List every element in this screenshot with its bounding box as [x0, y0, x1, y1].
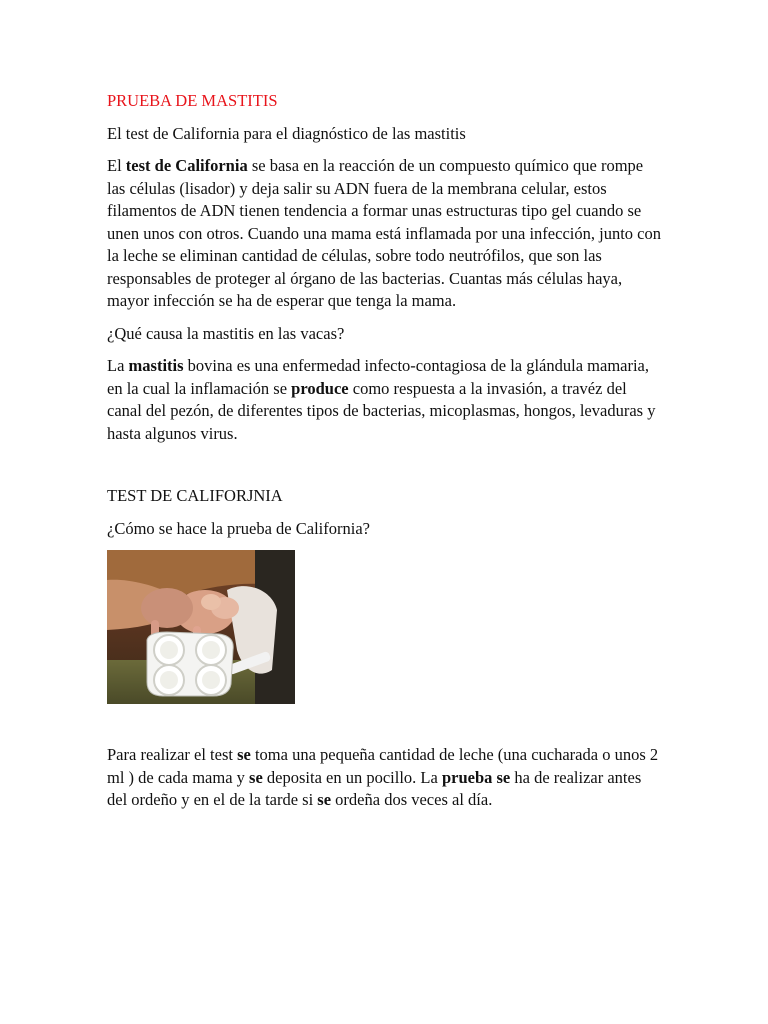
- bold-run: prueba se: [441, 767, 511, 787]
- subtitle-california-test: El test de California para el diagnóstico de las mastitis: [107, 123, 466, 143]
- text-run: ha de realizar antes del ordeño y en el de la tarde si: [107, 767, 642, 809]
- question-how: ¿Cómo se hace la prueba de California?: [107, 518, 370, 538]
- text-run: El: [107, 156, 126, 175]
- text-run: deposita en un pocillo. La: [262, 767, 442, 787]
- paragraph-mastitis: [107, 355, 663, 445]
- bold-run: se: [237, 745, 251, 764]
- bold-run: mastitis: [128, 356, 184, 375]
- bold-run: test de California: [125, 156, 248, 175]
- question-causes: ¿Qué causa la mastitis en las vacas?: [107, 323, 345, 343]
- document-title: PRUEBA DE MASTITIS: [107, 91, 278, 110]
- text-run: ordeña dos veces al día.: [331, 790, 493, 809]
- text-run: bovina es una enfermedad infecto-contagiosa de la glándula mamaria, en la cual la inflamación se: [107, 356, 650, 398]
- document-body: [107, 90, 663, 822]
- text-run: como respuesta a la invasión, a travéz del canal del pezón, de diferentes tipos de bacterias, micoplasmas, hongos, levaduras y hasta algunos virus.: [107, 378, 656, 443]
- text-run: Para realizar el test: [107, 745, 238, 764]
- section-heading: TEST DE CALIFORJNIA: [107, 486, 283, 505]
- paragraph-california-test: [107, 155, 663, 313]
- text-run: se basa en la reacción de un compuesto químico que rompe las células (lisador) y deja salir su ADN fuera de la membrana celular, estos filamentos de ADN tienen tendencia a formar unas estructuras tipo gel cuando se unen unos con otros. Cuando una mama está inflamada por una infección, junto con la leche se eliminan cantidad de células, sobre todo neutrófilos, que son las responsables de proteger al órgano de las bacterias. Cuantas más células haya, mayor infección se ha de esperar que tenga la mama.: [107, 156, 661, 310]
- milk-test-photo: [107, 550, 295, 704]
- text-run: toma una pequeña cantidad de leche (una cucharada o unos 2 ml ) de cada mama y: [107, 745, 659, 787]
- spacer: [107, 455, 663, 485]
- bold-run: produce: [291, 378, 349, 398]
- paragraph-procedure: [107, 744, 663, 812]
- bold-run: se: [317, 790, 332, 809]
- text-run: La: [107, 356, 129, 375]
- bold-run: se: [249, 767, 263, 787]
